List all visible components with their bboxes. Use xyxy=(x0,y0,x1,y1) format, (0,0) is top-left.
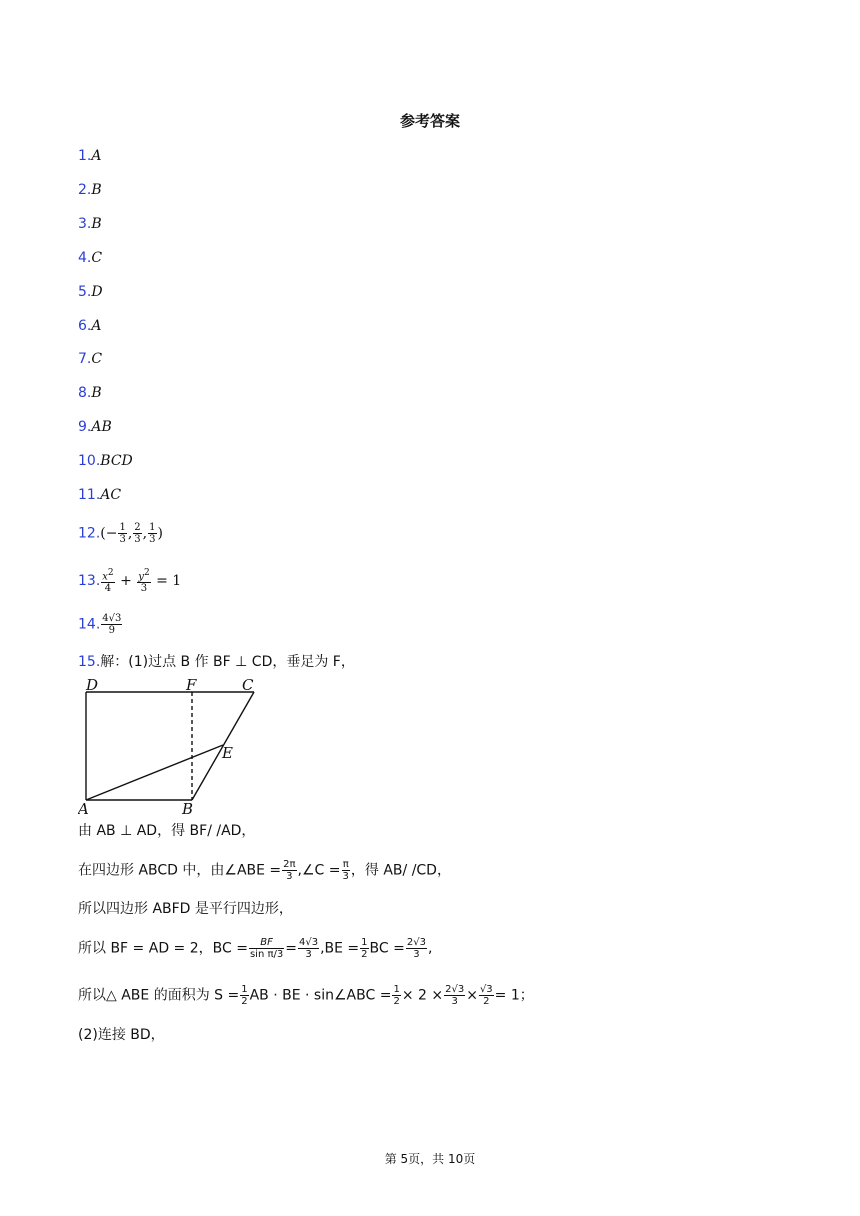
page-title: 参考答案 xyxy=(399,112,460,130)
answer-number: 6. xyxy=(78,318,92,334)
fraction: $\frac{4√3}{9}$ xyxy=(102,613,122,636)
fraction: $\frac{1}{3}$ xyxy=(119,522,126,545)
answer-number: 7. xyxy=(78,351,92,367)
fraction: $\frac{x^2}{4}$ xyxy=(102,568,114,595)
label-f: F xyxy=(186,676,197,694)
answer-2 xyxy=(78,179,102,201)
answer-number: 9. xyxy=(78,419,92,435)
answer-number: 1. xyxy=(78,148,92,164)
fraction: $\frac{\pi}{3}$ xyxy=(342,859,349,882)
page-footer: 第 5页，共 10页 xyxy=(384,1152,476,1166)
fraction: $\frac{BF}{\text{sin π/3}}$ xyxy=(249,937,284,960)
fraction: $\frac{4√3}{3}$ xyxy=(298,937,319,960)
answer-10 xyxy=(78,450,133,472)
fraction: $\frac{1}{2}$ xyxy=(241,984,248,1007)
answer-value: A xyxy=(91,318,102,334)
answer-value: B xyxy=(91,216,102,232)
answer-8 xyxy=(78,382,102,404)
answer-number: 4. xyxy=(78,250,92,266)
label-e: E xyxy=(222,744,233,762)
answer-number: 10. xyxy=(78,453,101,469)
answer-number: 13. xyxy=(78,573,101,590)
answer-4 xyxy=(78,247,102,269)
solution-line-1: 由 AB ⊥ AD，得 BF/ /AD， xyxy=(78,823,256,839)
fraction: $\frac{y^2}{3}$ xyxy=(138,568,150,595)
fraction: $\frac{1}{2}$ xyxy=(393,984,400,1007)
label-a: A xyxy=(78,800,89,818)
answer-13: 13. $\frac{x^2}{4}$ + $\frac{y^2}{3}$ = 1 xyxy=(78,568,182,595)
answer-value: D xyxy=(91,284,103,300)
answer-5 xyxy=(78,281,103,303)
answer-11 xyxy=(78,484,121,506)
answer-value: AB xyxy=(91,419,112,435)
solution-line-4: 所以 BF = AD = 2，BC = $\frac{BF}{\text{sin π/3}}$ = $\frac{4√3}{3}$ ,BE = $\frac{1}{2}$ BC = $\frac{2√3}{3}$ , xyxy=(78,937,433,960)
answer-number: 8. xyxy=(78,385,92,401)
answer-number: 15. xyxy=(78,654,101,670)
answer-3 xyxy=(78,213,102,235)
fraction: $\frac{√3}{2}$ xyxy=(479,984,493,1007)
answer-number: 14. xyxy=(78,616,101,633)
answer-value: AC xyxy=(100,487,122,503)
solution-line-6: (2)连接 BD， xyxy=(78,1027,165,1043)
answer-number: 5. xyxy=(78,284,92,300)
fraction: $\frac{1}{2}$ xyxy=(361,937,368,960)
solution-line-5: 所以△ ABE 的面积为 S = $\frac{1}{2}$ AB · BE · sin∠ABC = $\frac{1}{2}$ × 2 × $\frac{2√3}{3}$ × $\frac{√3}{2}$ = 1； xyxy=(78,984,534,1007)
fraction: $\frac{2√3}{3}$ xyxy=(445,984,465,1007)
answer-14 xyxy=(78,613,123,636)
answer-number: 2. xyxy=(78,182,92,198)
segment-ae xyxy=(86,745,223,800)
solution-line-2: 在四边形 ABCD 中，由∠ABE = $\frac{2\pi}{3}$ ,∠C = $\frac{\pi}{3}$ ，得 AB/ /CD， xyxy=(78,859,451,882)
answer-6 xyxy=(78,315,101,337)
geometry-figure xyxy=(78,676,278,818)
answer-value: C xyxy=(91,250,103,266)
answer-15-intro: 15.解：(1)过点 B 作 BF ⊥ CD，垂足为 F， xyxy=(78,654,355,670)
answer-value: B xyxy=(91,182,102,198)
answer-value: C xyxy=(91,351,103,367)
answer-12: 12.(− $\frac{1}{3}$ , $\frac{2}{3}$ , $\frac{1}{3}$ ) xyxy=(78,522,163,545)
fraction: $\frac{2√3}{3}$ xyxy=(406,937,426,960)
answer-value: A xyxy=(91,148,102,164)
fraction: $\frac{2}{3}$ xyxy=(134,522,141,545)
answer-1 xyxy=(78,145,101,167)
label-d: D xyxy=(86,676,99,694)
answer-value: BCD xyxy=(100,453,133,469)
answer-number: 11. xyxy=(78,487,101,503)
answer-9 xyxy=(78,416,112,438)
answer-number: 12. xyxy=(78,525,101,542)
answer-value: B xyxy=(91,385,102,401)
solution-line-3: 所以四边形 ABFD 是平行四边形， xyxy=(78,901,293,917)
answer-7 xyxy=(78,348,102,370)
label-b: B xyxy=(182,800,194,818)
fraction: $\frac{1}{3}$ xyxy=(149,522,156,545)
fraction: $\frac{2\pi}{3}$ xyxy=(283,859,296,882)
answer-number: 3. xyxy=(78,216,92,232)
label-c: C xyxy=(242,676,254,694)
